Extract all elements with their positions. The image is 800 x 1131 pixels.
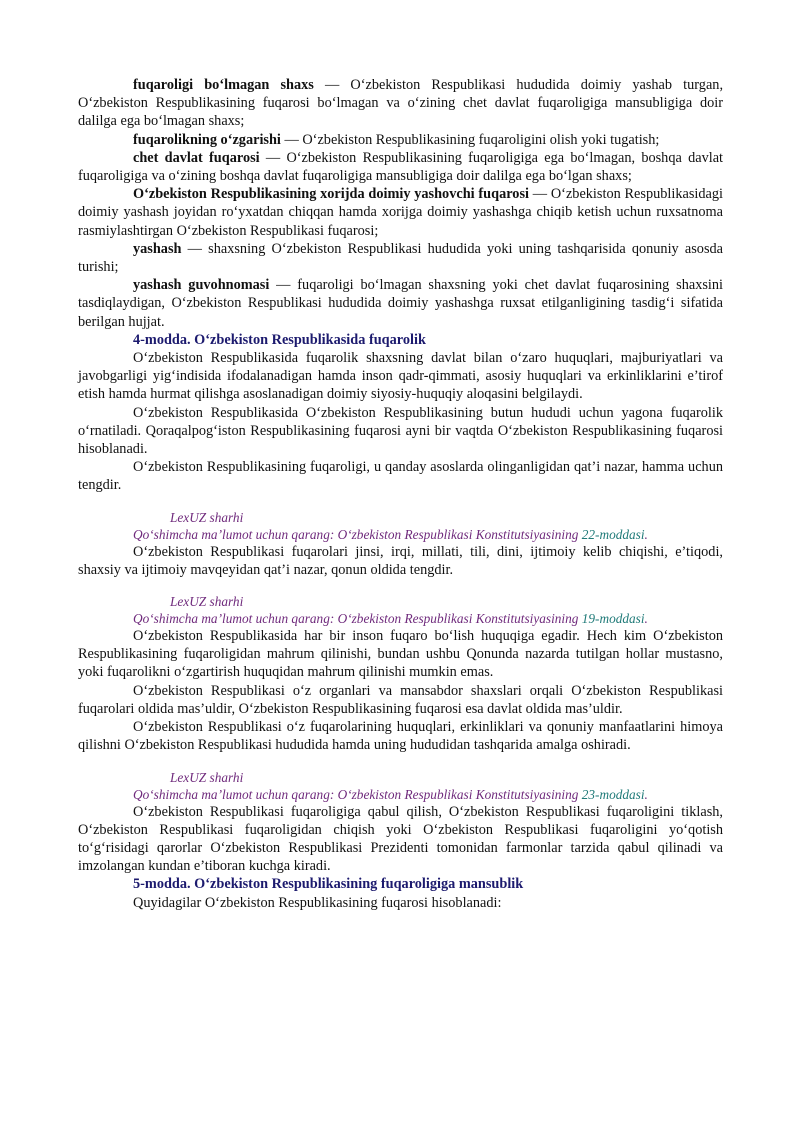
article-4-paragraph-6: O‘zbekiston Respublikasi o‘z organlari va mansabdor shaxslari orqali O‘zbekiston Respublikasi fuqarolari oldida mas’uldir, O‘zbekiston Respublikasining fuqarosi esa davlat oldida mas’uldir. (78, 682, 723, 717)
lexuz-note-title: LexUZ sharhi (170, 594, 244, 610)
definition-term: fuqarolikning o‘zgarishi (133, 131, 281, 148)
lexuz-note-reference: Qo‘shimcha ma’lumot uchun qarang: O‘zbekiston Respublikasi Konstitutsiyasining 22-moddasi. (133, 526, 648, 542)
article-4-paragraph-2: O‘zbekiston Respublikasida O‘zbekiston Respublikasining butun hududi uchun yagona fuqarolik o‘rnatiladi. Qoraqalpog‘iston Respublikasining fuqarosi ayni bir vaqtda O‘zbekiston Respublikasining fuqarosi hisoblanadi. (78, 404, 723, 458)
lexuz-note-title: LexUZ sharhi (170, 769, 244, 785)
definition-paragraph: fuqarolikning o‘zgarishi — O‘zbekiston Respublikasining fuqaroligini olish yoki tugatish; (133, 131, 660, 148)
definition-text: O‘zbekiston Respublikasidagi doimiy yashash joyidan ro‘yxatdan chiqqan hamda xorijga doimiy yashashga chiqib ketish uchun ruxsatnoma rasmiylashtirgan O‘zbekiston Respublikasi fuqarosi; (78, 186, 723, 239)
article-4-paragraph-1: O‘zbekiston Respublikasida fuqarolik shaxsning davlat bilan o‘zaro huquqlari, majburiyatlari va javobgarligi yig‘indisida ifodalanadigan hamda inson qadr-qimmati, asosiy huquqlari va erkinliklarini e’tirof etish hamda hurmat qilishga asoslanadigan doimiy siyosiy-huquqiy aloqasini belgilaydi. (78, 350, 723, 403)
article-4-paragraph-4: O‘zbekiston Respublikasi fuqarolari jinsi, irqi, millati, tili, dini, ijtimoiy kelib chiqishi, e’tiqodi, shaxsiy va ijtimoiy mavqeyidan qat’i nazar, qonun oldida tengdir. (78, 543, 723, 578)
document-page (78, 76, 723, 912)
definition-text: O‘zbekiston Respublikasining fuqaroligiga ega bo‘lmagan, boshqa davlat fuqaroligiga va o‘zining boshqa davlat fuqaroligiga mansubligiga doir dalilga ega bo‘lgan shaxs; (78, 149, 724, 185)
lexuz-note-title: LexUZ sharhi (170, 509, 244, 525)
definition-term: fuqaroligi bo‘lmagan shaxs (133, 77, 314, 93)
article-4-paragraph-5: O‘zbekiston Respublikasida har bir inson fuqaro bo‘lish huquqiga egadir. Hech kim O‘zbekiston Respublikasining fuqaroligidan mahrum qilinishi, bundan ushbu Qonunda nazarda tutilgan hollar mustasno, yoki fuqarolikni o‘zgartirish huquqidan mahrum qilinishi mumkin emas. (78, 628, 723, 681)
constitution-article-link[interactable]: 19-moddasi (581, 611, 645, 627)
definition-paragraph: fuqaroligi bo‘lmagan shaxs — O‘zbekiston Respublikasi hududida doimiy yashab turgan, O‘zbekiston Respublikasining fuqarosi bo‘lmagan va o‘zining chet davlat fuqaroligiga mansubligiga doir dalilga ega bo‘lmagan shaxs; (78, 77, 724, 130)
lexuz-note-reference: Qo‘shimcha ma’lumot uchun qarang: O‘zbekiston Respublikasi Konstitutsiyasining 19-moddasi. (133, 611, 648, 627)
definition-text: shaxsning O‘zbekiston Respublikasi hududida yoki uning tashqarisida qonuniy asosda turishi; (78, 240, 724, 276)
definition-paragraph: yashash — shaxsning O‘zbekiston Respublikasi hududida yoki uning tashqarisida qonuniy asosda turishi; (78, 240, 724, 276)
constitution-article-link[interactable]: 22-moddasi (581, 526, 645, 542)
definition-term: yashash guvohnomasi (133, 277, 270, 294)
definition-paragraph: yashash guvohnomasi — fuqaroligi bo‘lmagan shaxsning yoki chet davlat fuqarosining shaxsini tasdiqlaydigan, O‘zbekiston Respublikasi hududida doimiy yashashga ruxsat etilganligining tasdig‘i sifatida berilgan hujjat. (78, 277, 724, 330)
article-4-paragraph-3: O‘zbekiston Respublikasining fuqaroligi, u qanday asoslarda olinganligidan qat’i nazar, hamma uchun tengdir. (78, 459, 723, 494)
definition-text: O‘zbekiston Respublikasi hududida doimiy yashab turgan, O‘zbekiston Respublikasining fuqarosi bo‘lmagan va o‘zining chet davlat fuqaroligiga mansubligiga doir dalilga ega bo‘lmagan shaxs; (78, 77, 724, 130)
definition-term: yashash (133, 240, 182, 257)
constitution-article-link[interactable]: 23-moddasi (581, 786, 645, 802)
article-4-heading[interactable]: 4-modda. O‘zbekiston Respublikasida fuqarolik (133, 331, 426, 348)
definition-term: chet davlat fuqarosi (133, 149, 260, 166)
article-4-paragraph-8: O‘zbekiston Respublikasi fuqaroligiga qabul qilish, O‘zbekiston Respublikasi fuqaroligini tiklash, O‘zbekiston Respublikasi fuqaroligidan chiqish yoki O‘zbekiston Respublikasi fuqaroligini yo‘qotish to‘g‘risidagi qarorlar O‘zbekiston Respublikasi Prezidenti tomonidan farmonlar tarzida qabul qilinadi va imzolangan kundan e’tiboran kuchga kiradi. (78, 803, 723, 875)
definition-paragraph: chet davlat fuqarosi — O‘zbekiston Respublikasining fuqaroligiga ega bo‘lmagan, boshqa davlat fuqaroligiga va o‘zining boshqa davlat fuqaroligiga mansubligiga doir dalilga ega bo‘lgan shaxs; (78, 149, 724, 185)
definition-term: O‘zbekiston Respublikasining xorijda doimiy yashovchi fuqarosi (133, 186, 529, 203)
definition-paragraph: O‘zbekiston Respublikasining xorijda doimiy yashovchi fuqarosi — O‘zbekiston Respublikasidagi doimiy yashash joyidan ro‘yxatdan chiqqan hamda xorijga doimiy yashashga chiqib ketish uchun ruxsatnoma rasmiylashtirgan O‘zbekiston Respublikasi fuqarosi; (78, 186, 723, 239)
article-5-heading[interactable]: 5-modda. O‘zbekiston Respublikasining fuqaroligiga mansublik (133, 876, 524, 893)
definition-text: fuqaroligi bo‘lmagan shaxsning yoki chet davlat fuqarosining shaxsini tasdiqlaydigan, O‘zbekiston Respublikasi hududida doimiy yashashga ruxsat etilganligining tasdig‘i sifatida berilgan hujjat. (78, 277, 724, 330)
definition-text: O‘zbekiston Respublikasining fuqaroligini olish yoki tugatish; (302, 131, 660, 148)
lexuz-note-reference: Qo‘shimcha ma’lumot uchun qarang: O‘zbekiston Respublikasi Konstitutsiyasining 23-moddasi. (133, 786, 648, 802)
article-4-paragraph-7: O‘zbekiston Respublikasi o‘z fuqarolarining huquqlari, erkinliklari va qonuniy manfaatlarini himoya qilishni O‘zbekiston Respublikasi hududida hamda uning hududidan tashqarida amalga oshiradi. (78, 719, 723, 754)
article-5-paragraph-1: Quyidagilar O‘zbekiston Respublikasining fuqarosi hisoblanadi: (133, 894, 502, 911)
